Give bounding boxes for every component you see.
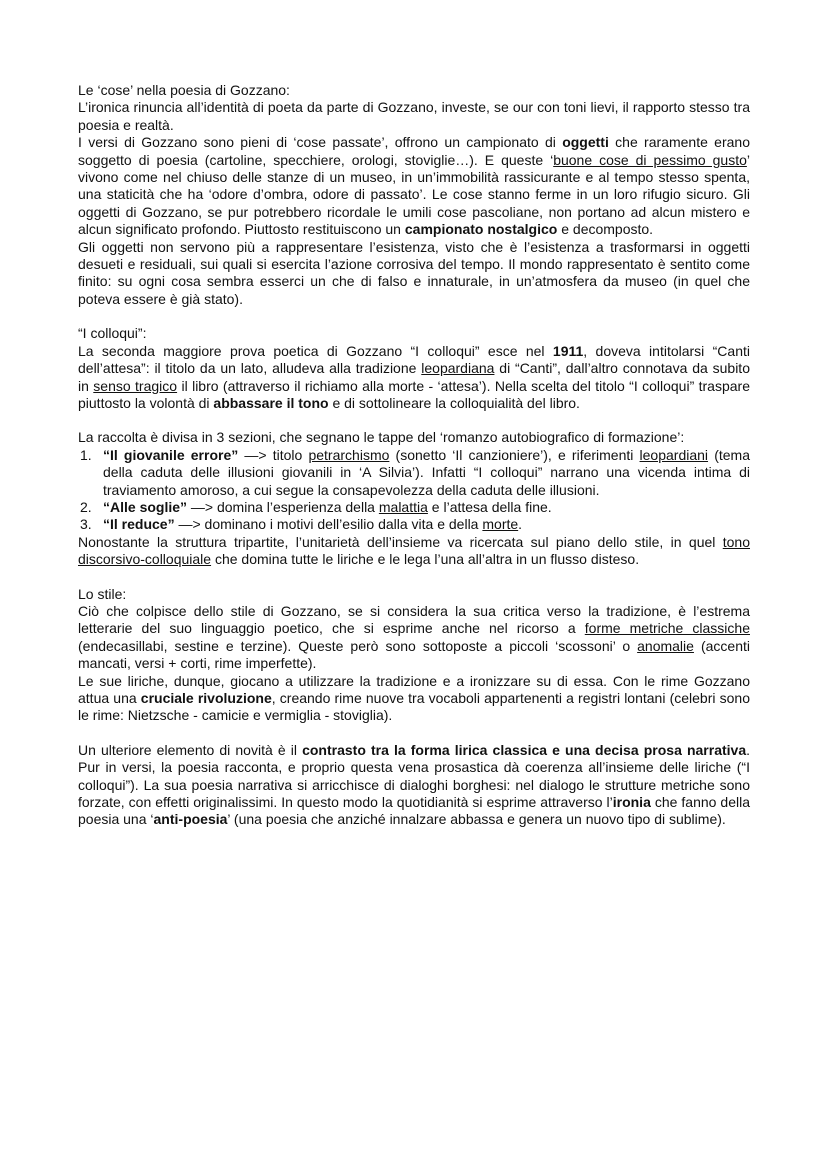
paragraph-liriche-rime: Le sue liriche, dunque, giocano a utilizzare la tradizione e a ironizzare su di essa. Con le rime Gozzano attua una cruciale rivoluzione, creando rime nuove tra vocaboli appartenenti a registri lontani (celebri sono le rime: Nietzsche - camicie e vermiglia - stoviglia).: [78, 672, 750, 724]
paragraph-colpisce-stile: Ciò che colpisce dello stile di Gozzano, se si considera la sua critica verso la tradizione, è l’estrema letterarie del suo linguaggio poetico, che si esprime anche nel ricorso a forme metriche classiche (endecasillabi, sestine e terzine). Queste però sono sottoposte a piccoli ‘scossoni’ o anomalie (accenti mancati, versi + corti, rime imperfette).: [78, 602, 750, 672]
list-item-alle-soglie: 2. “Alle soglie” —> domina l’esperienza della malattia e l’attesa della fine.: [80, 498, 552, 515]
paragraph-seconda-prova: La seconda maggiore prova poetica di Gozzano “I colloqui” esce nel 1911, doveva intitolarsi “Canti dell’attesa”: il titolo da un lato, alludeva alla tradizione leopardiana di “Canti”, dall’altro connotava da subito in senso tragico il libro (attraverso il richiamo alla morte - ‘attesa’). Nella scelta del titolo “I colloqui” traspare piuttosto la volontà di abbassare il tono e di sottolineare la colloquialità del libro.: [78, 342, 750, 411]
document-page: [78, 82, 750, 829]
paragraph-cose-passate: I versi di Gozzano sono pieni di ‘cose passate’, offrono un campionato di oggetti che raramente erano soggetto di poesia (cartoline, specchiere, orologi, stoviglie…). E queste ‘buone cose di pessimo gusto’ vivono come nel chiuso delle stanze di un museo, in un’immobilità rassicurante e al tempo stesso spenta, una staticità che ha ‘odore d’ombra, odore di passato’. Le cose stanno ferme in un loro rifugio sicuro. Gli oggetti di Gozzano, se pur potrebbero ricordale le umili cose pascoliane, non portano ad alcun mistero e alcun significato profondo. Piuttosto restituiscono un campionato nostalgico e decomposto.: [78, 134, 750, 238]
list-item-giovanile-errore: 1. “Il giovanile errore” —> titolo petrarchismo (sonetto ‘Il canzioniere’), e riferimenti leopardiani (tema della caduta delle illusioni giovanili in ‘A Silvia’). Infatti “I colloqui” narrano una vicenda intima di traviamento amoroso, a cui segue la consapevolezza della caduta delle illusioni.: [80, 446, 750, 498]
section-heading-stile: Lo stile:: [78, 585, 127, 602]
paragraph-raccolta-sezioni: La raccolta è divisa in 3 sezioni, che segnano le tappe del ‘romanzo autobiografico di formazione’:: [78, 429, 685, 446]
list-item-il-reduce: 3. “Il reduce” —> dominano i motivi dell’esilio dalla vita e della morte.: [80, 516, 523, 533]
paragraph-elemento-novita: Un ulteriore elemento di novità è il contrasto tra la forma lirica classica e una decisa prosa narrativa. Pur in versi, la poesia racconta, e proprio questa vena prosastica dà coerenza all’insieme delle liriche (“I colloqui”). La sua poesia narrativa si arricchisce di dialoghi borghesi: nel dialogo le strutture metriche sono forzate, con effetti originalissimi. In questo modo la quotidianità si esprime attraverso l’ironia che fanno della poesia una ‘anti-poesia’ (una poesia che anziché innalzare abbassa e genera un nuovo tipo di sublime).: [78, 741, 751, 828]
section-heading-colloqui: “I colloqui”:: [78, 325, 147, 342]
sections-list: [78, 447, 750, 534]
section-heading-cose: Le ‘cose’ nella poesia di Gozzano:: [78, 82, 290, 98]
paragraph-struttura-tripartita: Nonostante la struttura tripartite, l’unitarietà dell’insieme va ricercata sul piano dello stile, in quel tono discorsivo-colloquiale che domina tutte le liriche e le lega l’una all’altra in un flusso disteso.: [78, 533, 750, 568]
paragraph-oggetti-esistenza: Gli oggetti non servono più a rappresentare l’esistenza, visto che è l’esistenza a trasformarsi in oggetti desueti e residuali, sui quali si esercita l’azione corrosiva del tempo. Il mondo rappresentato è sentito come finito: su ogni cosa sembra esserci un che di falso e innaturale, in un’atmosfera da museo (in quel che poteva essere è già stato).: [78, 238, 750, 307]
paragraph-ironica-rinuncia: L’ironica rinuncia all’identità di poeta da parte di Gozzano, investe, se our con toni lievi, il rapporto stesso tra poesia e realtà.: [78, 99, 750, 133]
